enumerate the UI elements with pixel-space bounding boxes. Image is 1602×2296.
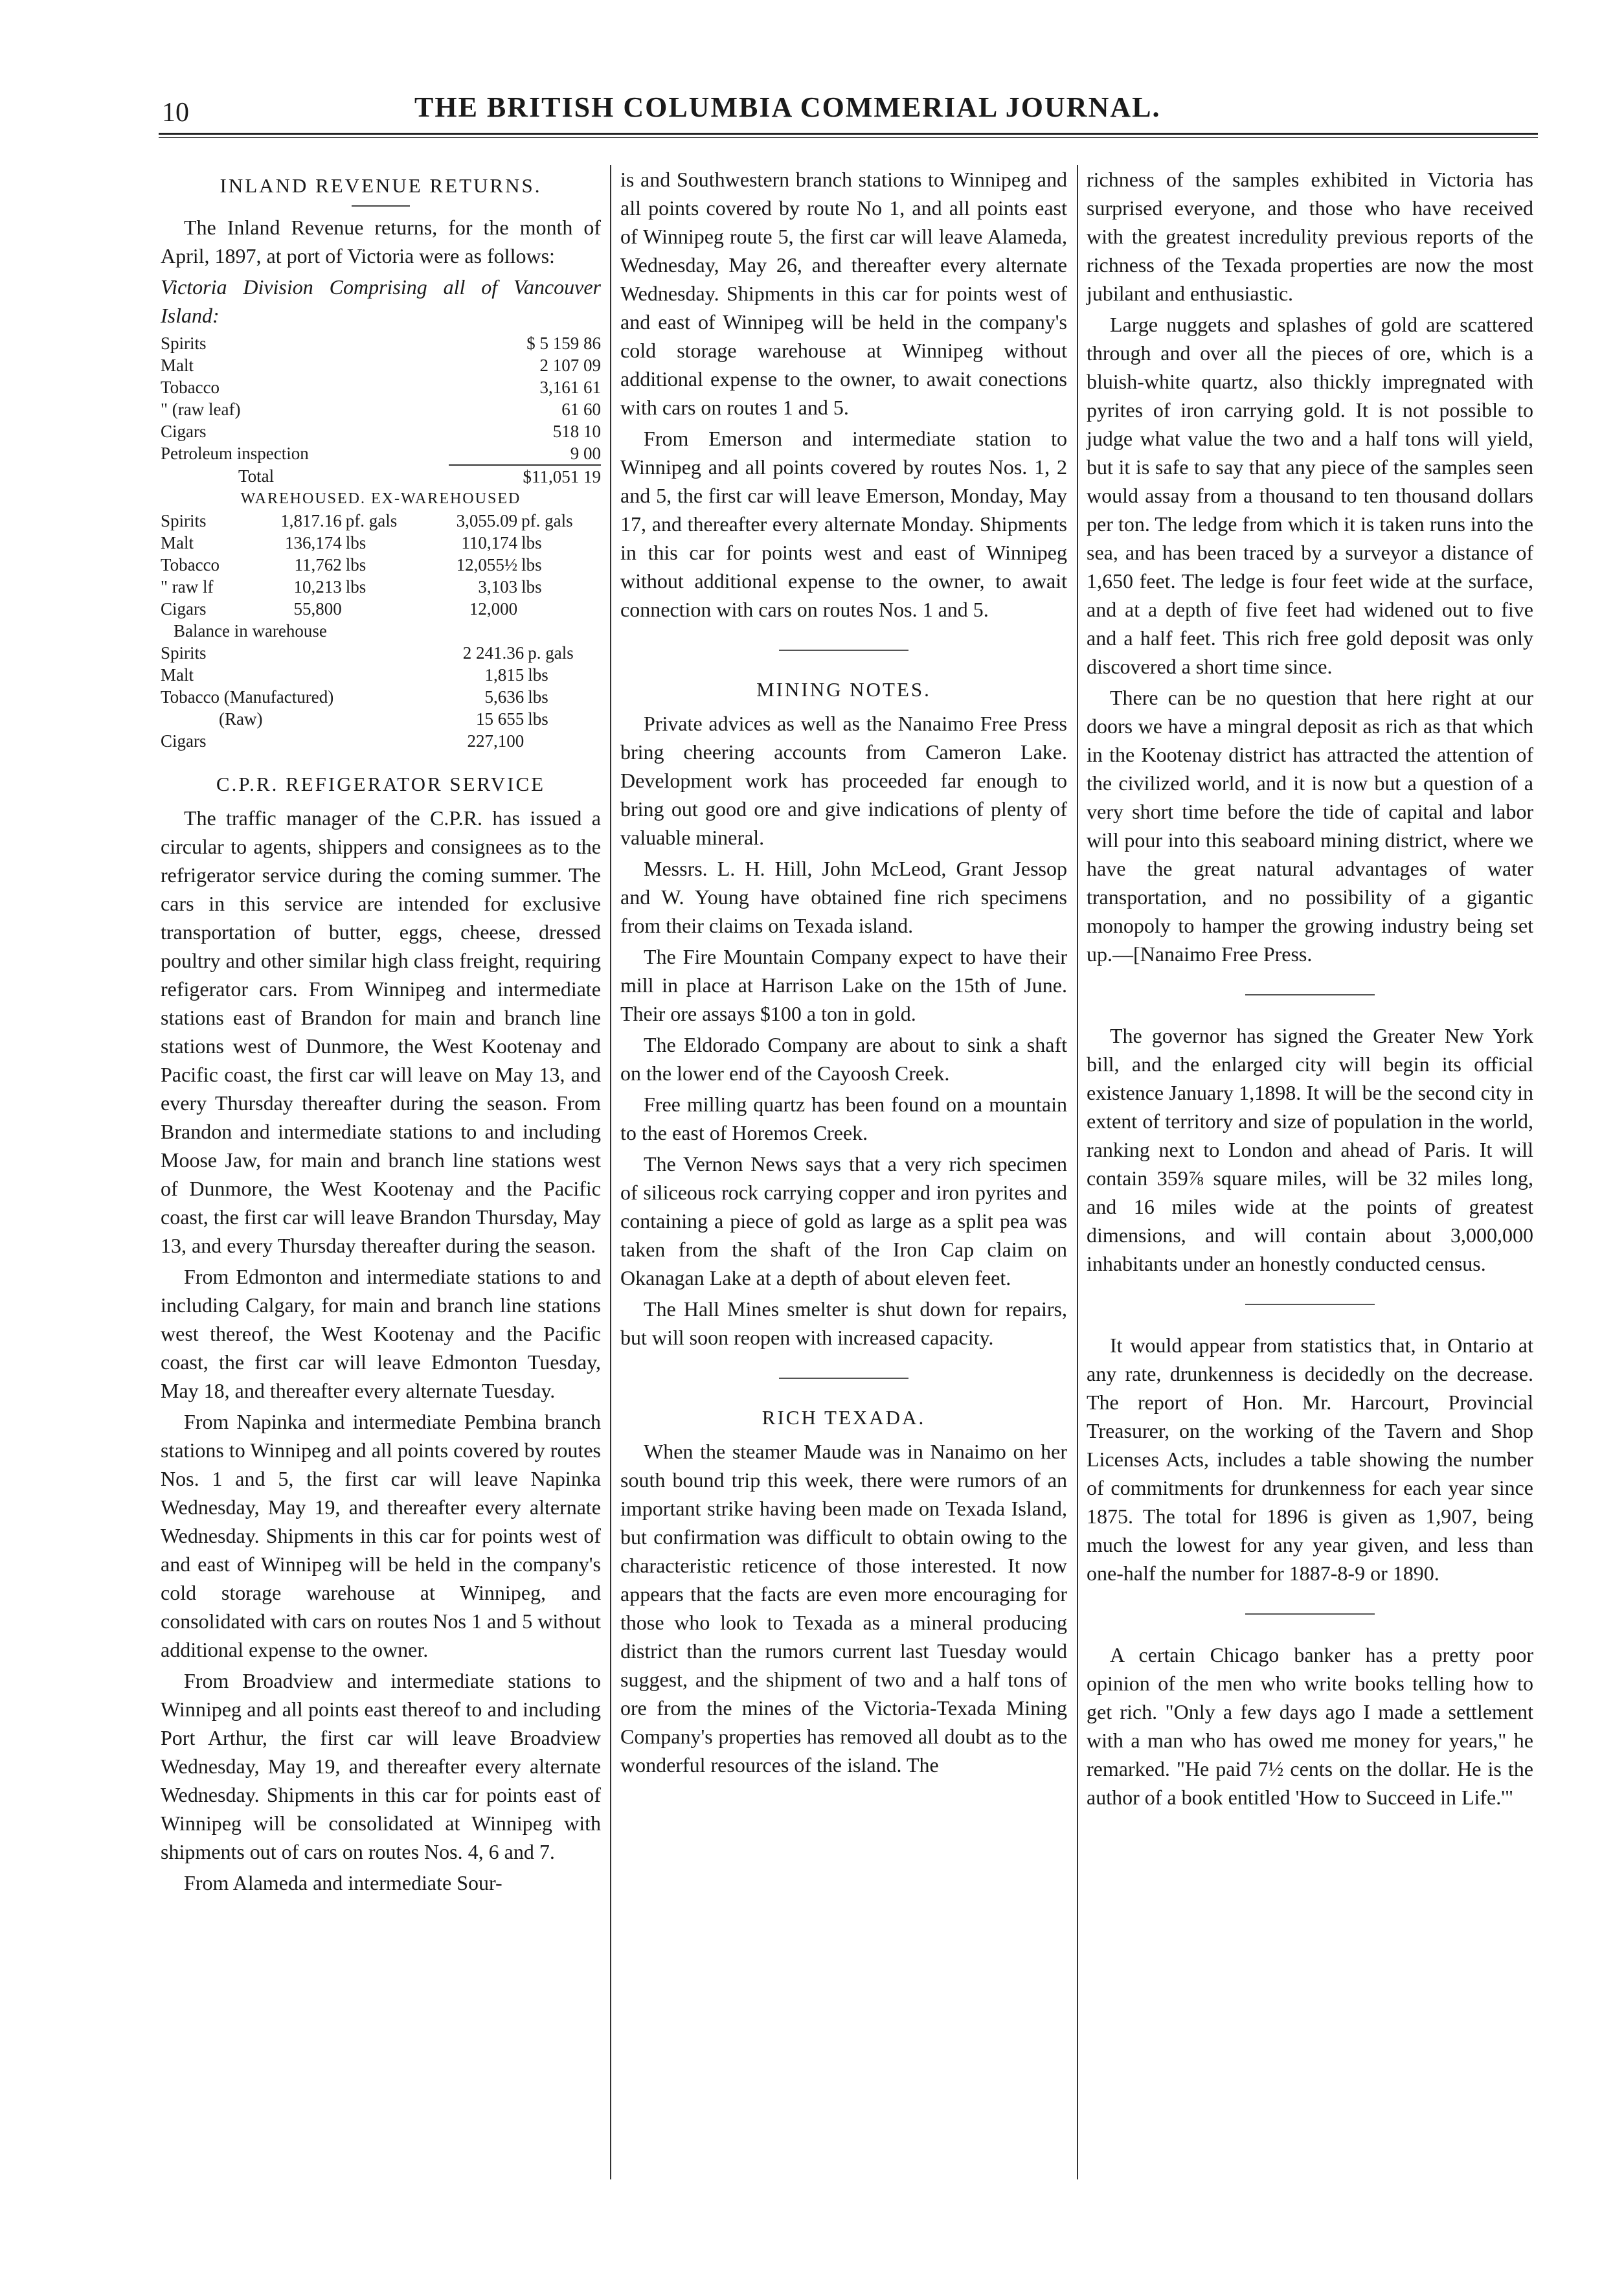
table-row (161, 376, 601, 398)
article-paragraph: The Eldorado Company are about to sink a shaft on the lower end of the Cayoosh Creek. (620, 1033, 1067, 1085)
article-paragraph: The governor has signed the Greater New York bill, and the enlarged city will begin its official existence January 1,1898. It will be the second city in extent of territory and size of population in the world, ranking next to London and ahead of Paris. It will contain 359⅞ square miles, will be 32 miles long, and 16 miles wide at the points of greatest dimensions, and will contain about 3,000,000 inhabitants under an honestly conducted census. (1087, 1024, 1533, 1275)
article-paragraph: From Alameda and intermediate Sour- (184, 1871, 502, 1894)
article-paragraph: Private advices as well as the Nanaimo Free Press bring cheering accounts from Cameron Lake. Development work has proceeded far enough to bring out good ore and give indications of plenty of valuable mineral. (620, 712, 1067, 849)
section-divider (1245, 1613, 1375, 1615)
table-row (161, 642, 601, 664)
unit: lbs (528, 665, 548, 685)
row-value: 2 241.36 (462, 643, 525, 663)
ex-warehoused-value: 12,000 (469, 599, 518, 619)
row-label: Malt (161, 356, 194, 375)
table-row (161, 664, 601, 686)
table-row (161, 442, 601, 465)
unit: lbs (528, 709, 548, 729)
warehoused-value: 136,174 (285, 533, 342, 552)
column-1 (161, 165, 601, 1900)
row-label: Spirits (161, 511, 207, 530)
ex-warehoused-value: 110,174 (461, 533, 518, 552)
rich-texada-heading: RICH TEXADA. (762, 1406, 926, 1429)
section-divider (1245, 994, 1375, 995)
article-paragraph: The Fire Mountain Company expect to have their mill in place at Harrison Lake on the 15th of June. Their ore assays $100 a ton in gold. (620, 945, 1067, 1025)
article-paragraph: The Vernon News says that a very rich specimen of siliceous rock carrying copper and iron pyrites and containing a piece of gold as large as a split pea was taken from the shaft of the Iron Cap claim on Okanagan Lake at a depth of about eleven feet. (620, 1152, 1067, 1290)
row-value: 518 10 (552, 422, 601, 441)
row-label: Malt (161, 533, 194, 552)
article-paragraph: Messrs. L. H. Hill, John McLeod, Grant Jessop and W. Young have obtained fine rich specimens from their claims on Texada island. (620, 857, 1067, 937)
table-row (161, 598, 601, 620)
article-paragraph: From Napinka and intermediate Pembina branch stations to Winnipeg and all points covered by routes Nos. 1 and 5, the first car will leave Napinka Wednesday, May 19, and thereafter every alternate Wednesday. Shipments in this car for points west of and east of Winnipeg will be held in the company's cold storage warehouse at Winnipeg, and consolidated with cars on routes Nos 1 and 5 without additional expense to the owner. (161, 1410, 601, 1661)
column-rule-1 (610, 165, 611, 2179)
table-row (161, 554, 601, 576)
unit: lbs (528, 687, 548, 707)
running-head: THE BRITISH COLUMBIA COMMERIAL JOURNAL. (414, 91, 1161, 123)
table-row (161, 532, 601, 554)
row-value: 15 655 (476, 709, 525, 729)
row-label: Cigars (161, 599, 207, 619)
ex-warehoused-value: 12,055½ (456, 555, 518, 574)
unit: lbs (345, 533, 367, 552)
row-value: $ 5 159 86 (526, 334, 601, 353)
article-paragraph: When the steamer Maude was in Nanaimo on her south bound trip this week, there were rumors of an important strike having been made on Texada Island, but confirmation was difficult to obtain owing to the characteristic reticence of those interested. It now appears that the facts are even more encouraging for those who look to Texada as a mineral producing district than the rumors current last Tuesday would suggest, and the shipment of two and a half tons of ore from the mines of the Victoria-Texada Mining Company's properties has removed all doubt as to the wonderful resources of the island. The (620, 1440, 1067, 1777)
row-label: Spirits (161, 643, 207, 663)
row-label: Petroleum inspection (161, 444, 309, 463)
unit: lbs (521, 577, 542, 597)
row-value: 227,100 (467, 731, 525, 751)
page-number: 10 (162, 98, 189, 128)
article-paragraph: richness of the samples exhibited in Victoria has surprised everyone, and those who have received with the greatest incredulity previous reports of the richness of the Texada properties are now the most jubilant and enthusiastic. (1087, 168, 1533, 305)
ex-warehoused-value: 3,055.09 (456, 511, 518, 530)
article-paragraph: The traffic manager of the C.P.R. has issued a circular to agents, shippers and consignees as to the refrigerator service during the coming summer. The cars in this service are intended for exclusive transportation of butter, eggs, cheese, dressed poultry and other similar high class freight, requiring refigerator cars. From Winnipeg and intermediate stations east of Brandon for main and branch line stations west of Dunmore, the West Kootenay and Pacific coast, the first car will leave on May 13, and every Thursday thereafter during the season. From Brandon and intermediate stations to and including Moose Jaw, for main and branch line stations west of Dunmore, the West Kootenay and the Pacific coast, the first car will leave Brandon Thursday, May 13, and every Thursday thereafter during the season. (161, 806, 601, 1257)
mining-notes-heading: MINING NOTES. (756, 678, 931, 701)
balance-heading: Balance in warehouse (174, 621, 327, 641)
warehoused-value: 10,213 (293, 577, 342, 597)
row-value: 5,636 (484, 687, 525, 707)
ex-warehoused-value: 3,103 (478, 577, 518, 597)
unit: lbs (521, 555, 542, 574)
table-row (161, 420, 601, 442)
row-value: 1,815 (484, 665, 525, 685)
unit: pf. gals (521, 511, 573, 530)
inland-intro: The Inland Revenue returns, for the month of April, 1897, at port of Victoria were as follows: (161, 216, 601, 267)
inland-revenue-heading: INLAND REVENUE RETURNS. (220, 174, 542, 197)
row-label: Tobacco (161, 555, 220, 574)
cpr-heading: C.P.R. REFIGERATOR SERVICE (216, 773, 546, 795)
unit: lbs (345, 577, 367, 597)
row-label: Cigars (161, 422, 207, 441)
row-value: 3,161 61 (539, 378, 601, 397)
row-label: (Raw) (219, 709, 263, 729)
row-label: Tobacco (161, 378, 220, 397)
unit: pf. gals (345, 511, 398, 530)
warehoused-value: 11,762 (294, 555, 342, 574)
section-divider (1245, 1304, 1375, 1305)
row-value: 2 107 09 (539, 356, 601, 375)
article-paragraph: Free milling quartz has been found on a mountain to the east of Horemos Creek. (620, 1093, 1067, 1144)
article-paragraph: From Broadview and intermediate stations to Winnipeg and all points east thereof to and including Port Arthur, the first car will leave Broadview Wednesday, May 19, and thereafter every alternate Wednesday. Shipments in this car for points east of Winnipeg will be consolidated at Winnipeg with shipments out of cars on routes Nos. 4, 6 and 7. (161, 1669, 601, 1863)
section-divider (779, 650, 908, 651)
table-row (161, 708, 601, 730)
row-label: " raw lf (161, 577, 214, 597)
table-row (161, 354, 601, 376)
table-row (161, 730, 601, 752)
row-value: 61 60 (561, 400, 601, 419)
division-heading: Victoria Division Comprising all of Vancouver Island: (161, 275, 601, 327)
row-label: Spirits (161, 334, 207, 353)
unit (517, 598, 601, 620)
article-paragraph: From Edmonton and intermediate stations to and including Calgary, for main and branch line stations west thereof, the West Kootenay and the Pacific coast, the first car will leave Edmonton Tuesday, May 18, and thereafter every alternate Tuesday. (161, 1265, 601, 1402)
header-rule (159, 133, 1538, 138)
table-row (161, 576, 601, 598)
section-divider (779, 1378, 908, 1379)
article-paragraph: The Hall Mines smelter is shut down for repairs, but will soon reopen with increased capacity. (620, 1297, 1067, 1349)
total-label: Total (238, 466, 275, 486)
total-row (161, 465, 601, 488)
warehouse-heading: WAREHOUSED. EX-WAREHOUSED (240, 490, 521, 507)
article-paragraph: Large nuggets and splashes of gold are scattered through and over all the pieces of ore, which is a bluish-white quartz, also thickly impregnated with pyrites of iron carrying gold. It is not possible to judge what value the two and a half tons will yield, but it is safe to say that any piece of the samples seen would assay from a thousand to ten thousand dollars per ton. The ledge from which it is taken runs into the sea, and has been traced by a surveyor a distance of 1,650 feet. The ledge is four feet wide at the surface, and at a depth of five feet had widened out to five and a half feet. This rich free gold deposit was only discovered a short time since. (1087, 313, 1533, 678)
article-paragraph: A certain Chicago banker has a pretty poor opinion of the men who write books telling how to get rich. "Only a few days ago I made a settlement with a man who has owed me money for years," he remarked. "He paid 7½ cents on the dollar. He is the author of a book entitled 'How to Succeed in Life.'" (1087, 1643, 1533, 1809)
total-value: $11,051 19 (449, 465, 601, 488)
article-paragraph: From Emerson and intermediate station to Winnipeg and all points covered by routes Nos. 1, 2 and 5, the first car will leave Emerson, Monday, May 17, and thereafter every alternate Monday. Shipments in this car for points west and east of Winnipeg without additional expense to the owner, to await connection with cars on routes Nos. 1 and 5. (620, 427, 1067, 621)
warehoused-value: 55,800 (293, 599, 342, 619)
unit (524, 730, 601, 752)
table-row (161, 686, 601, 708)
row-label: Cigars (161, 731, 207, 751)
balance-table (161, 642, 601, 752)
row-label: " (raw leaf) (161, 400, 241, 419)
warehoused-value: 1,817.16 (280, 511, 342, 530)
warehouse-table (161, 510, 601, 620)
row-value: 9 00 (570, 444, 601, 463)
article-paragraph: There can be no question that here right at our doors we have a mingral deposit as rich as that which in the Kootenay district has attracted the attention of the civilized world, and it is now but a question of a very short time before the tide of capital and labor will pour into this seaboard mining district, where we have the great natural advantages of water transportation, and no possibility of a gigantic monopoly to hamper the growing industry being set up.—[Nanaimo Free Press. (1087, 686, 1533, 966)
table-row (161, 332, 601, 354)
article-paragraph: is and Southwestern branch stations to Winnipeg and all points covered by route No 1, and all points east of Winnipeg route 5, the first car will leave Alameda, Wednesday, May 26, and thereafter every alternate Wednesday. Shipments in this car for points west of and east of Winnipeg will be held in the company's cold storage warehouse at Winnipeg without additional expense to the owner, to await conections with cars on routes 1 and 5. (620, 168, 1067, 419)
row-label: Malt (161, 665, 194, 685)
unit (342, 598, 425, 620)
heading-rule (352, 205, 410, 207)
revenue-table (161, 332, 601, 488)
row-label: Tobacco (Manufactured) (161, 687, 334, 707)
unit: p. gals (528, 643, 574, 663)
unit: lbs (345, 555, 367, 574)
table-row (161, 510, 601, 532)
column-rule-2 (1077, 165, 1078, 2179)
unit: lbs (521, 533, 542, 552)
column-3 (1087, 165, 1533, 1814)
table-row (161, 398, 601, 420)
column-2 (620, 165, 1067, 1782)
article-paragraph: It would appear from statistics that, in Ontario at any rate, drunkenness is decidedly on the decrease. The report of Hon. Mr. Harcourt, Provincial Treasurer, on the working of the Tavern and Shop Licenses Acts, includes a table showing the number of commitments for drunkenness for each year since 1875. The total for 1896 is given as 1,907, being much the lowest for any year given, and less than one-half the number for 1887-8-9 or 1890. (1087, 1334, 1533, 1585)
